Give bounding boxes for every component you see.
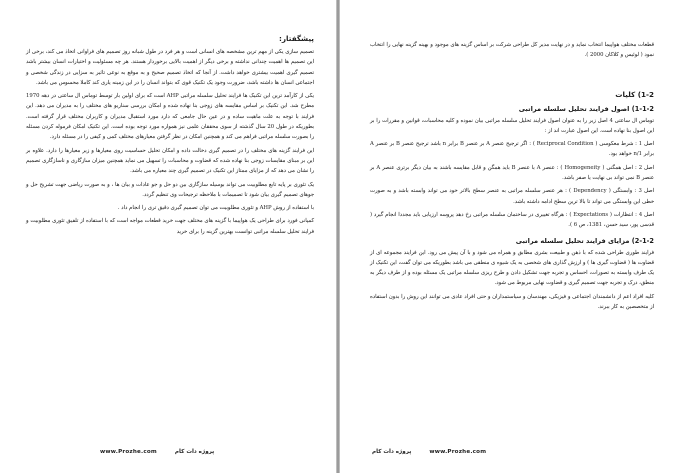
- paragraph: کمپانی فورد برای طراحی یک هواپیما با گزینه های مختلف جهت خرید قطعات مواجه است که با استفاده از تلفیق تئوری مطلوبیت و فرایند تحلیل سلسله مراتبی توانست بهترین گزینه را برای خرید: [26, 218, 314, 235]
- paragraph: یکی از کارآمد ترین این تکنیک ها فرایند تحلیل سلسله مراتبی AHP است که برای اولین بار توسط توماس ال ساعتی در دهه 1970 مطرح شد. این تکنیک بر اساس مقایسه های زوجی بنا نهاده شده و امکان بررسی سناریو های مختلف را به مدیران می دهد. این فرایند با توجه به علت ماهیت ساده و در عین حال جامعی که دارد مورد استقبال مدیران و کاربران مختلف قرار گرفته است. بطوریکه در طول 20 سال گذشته از سوی محققان علمی نیز همواره مورد توجه بوده است. این تکنیک امکان فرموله کردن مسئله را بصورت سلسله مراتبی فراهم می کند و همچنین امکان در نظر گرفتن معیارهای مختلف کمی و کیفی را در مسئله دارد.: [26, 93, 315, 141]
- subsection-title: 2-1-2) مزایای فرایند تحلیل سلسله مراتبی: [515, 236, 654, 245]
- right-page-footer: [372, 449, 486, 455]
- left-page-footer: [100, 449, 214, 455]
- left-page-content: [26, 34, 314, 240]
- footer-brand: پروژه دات کام: [174, 449, 215, 455]
- paragraph: کلیه افراد اعم از دانشمندان اجتماعی و فیزیکی، مهندسان و سیاستمداران و حتی افراد عادی می توانند این روش را بدون استفاده از متخصصین به کار ببرند.: [370, 293, 654, 311]
- right-page-content: [370, 40, 654, 315]
- paragraph: فرایند طوری طراحی شده که با ذهن و طبیعت بشری مطابق و همراه می شود و با آن پیش می رود. این فرایند مجموعه ای از قضاوت ها ( قضاوت گیری ها ) و ارزش گذاری های شخصی به یک شیوه ی منطقی می باشد بطوریکه می توان گفت، این تکنیک از یک طرف وابسته به تصورات، احساس و تجربه جهت تشکیل دادن و طرح ریزی سلسله مراتبی یک مسئله بوده و از طرف دیگر به منطق، درک و تجربه جهت تصمیم گیری و قضاوت نهایی مربوط می شود.: [370, 249, 654, 287]
- paragraph: اصل 1 : شرط معکوسی ( Reciprocal Condition ) : اگر ترجیح عنصر A بر عنصر B برابر n باشد ترجیح عنصر B بر عنصر A برابر 1/n خواهد بود.: [370, 141, 655, 158]
- spacer: [370, 64, 654, 90]
- footer-site-link[interactable]: www.Prozhe.com: [100, 449, 157, 455]
- paragraph: توماس ال ساعتی 4 اصل زیر را به عنوان اصول فرایند تحلیل سلسله مراتبی بیان نموده و کلیه محاسبات، قوانین و مقررات را بر این اصول بنا نهاده است. این اصول عبارت اند از :: [370, 117, 654, 134]
- paragraph: قطعات مختلف هواپیما انتخاب نماید و در نهایت مدیر کل طراحی شرکت بر اساس گزینه های موجود و بهینه گزینه نهایی را انتخاب نمود ( لوئیس و کلاکان 2000 ).: [370, 42, 654, 59]
- paragraph: اصل 2 : اصل همگنی ( Homogeneity ) : عنصر A با عنصر B باید همگن و قابل مقایسه باشند به بیان دیگر برتری عنصر A بر عنصر B نمی تواند بی نهایت یا صفر باشد.: [370, 164, 654, 182]
- paragraph: تصمیم سازی یکی از مهم ترین مشخصه های انسانی است و هر فرد در طول شبانه روز تصمیم های فراوانی اتخاذ می کند، برخی از این تصمیم ها اهمیت چندانی نداشته و برخی دیگر از اهمیت بالایی برخوردار هستند. هر چه مسئولیت و اختیارات انسان بیشتر باشد تصمیم گیری اهمیت بیشتری خواهد داشت. از آنجا که اتخاذ تصمیم صحیح و به موقع به نوعی تاثیر به سزایی در زندگی شخصی و اجتماعی انسان ها داشته باشد، ضرورت وجود یک تکنیک قوی که بتواند انسان را در این زمینه یاری کند کاملا محسوس می باشد.: [26, 49, 314, 86]
- subsection-title: 1-1-2) اصول فرایند تحلیل سلسله مراتبی: [518, 104, 654, 113]
- preface-heading: پیشگفتار:: [279, 34, 314, 43]
- paragraph: با استفاده از روش AHP و تئوری مطلوبیت می توان تصمیم گیری دقیق تری را انجام داد .: [117, 205, 314, 212]
- footer-site-link[interactable]: www.Prozhe.com: [429, 449, 487, 455]
- paragraph: اصل 3 : وابستگی ( Dependency ) : هر عنصر سلسله مراتبی به عنصر سطح بالاتر خود می تواند وابسته باشد و به صورت خطی این وابستگی می تواند تا بالا ترین سطح ادامه داشته باشد.: [370, 188, 655, 205]
- footer-brand: پروژه دات کام: [372, 449, 412, 455]
- left-page: [0, 0, 336, 473]
- paragraph: این فرایند گزینه های مختلف را در تصمیم گیری دخالت داده و امکان تحلیل حساسیت روی معیارها و زیر معیارها را دارد. علاوه بر این بر مبنای مقایسات زوجی بنا نهاده شده که قضاوت و محاسبات را تسهیل می نماید همچنین میزان سازگاری و ناسازگاری تصمیم را نشان می دهد که از مزایای ممتاز این تکنیک در تصمیم گیری چند معیاره می باشد.: [26, 147, 314, 175]
- section-title: 1-2) کلیات: [615, 89, 654, 99]
- paragraph: یک تئوری بر پایه تابع مطلوبیت می تواند بوسیله سازگاری بین دو حل و جو عادات و بیان ها ، و به صورت ریاضی جهت تشریح حل و جوهای تصمیم گیری بیان شود تا تصمیمات با ملاحظه ترجیحات وی تنظیم گردد.: [26, 181, 314, 198]
- right-page: [340, 0, 678, 473]
- paragraph: اصل 4 : انتظارات ( Expectations ) : هرگاه تغییری در ساختمان سلسله مراتبی رخ دهد پروسه ارزیابی باید مجددا انجام گیرد ( قدسی پور، سید حسن، 1381، ص 6 ).: [370, 211, 655, 229]
